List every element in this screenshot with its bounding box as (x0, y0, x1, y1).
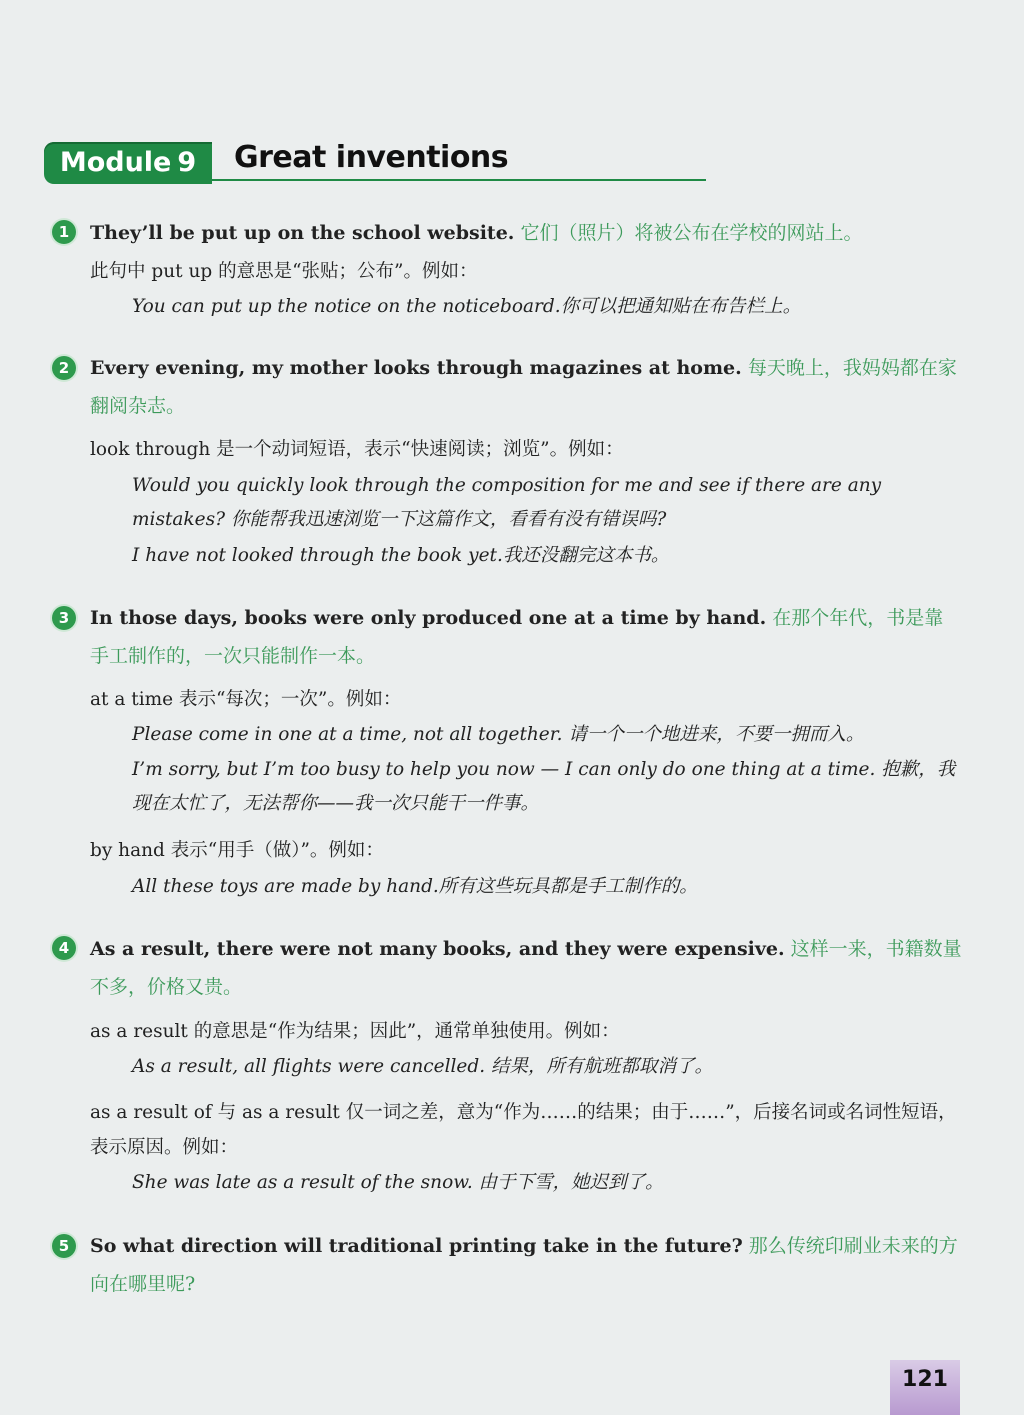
key-sentence-zh: 那么传统印刷业未来的方向在哪里呢? (90, 1235, 958, 1295)
module-title-underline (212, 179, 706, 181)
example-en: Please come in one at a time, not all together. (132, 724, 563, 745)
key-sentence-en: Every evening, my mother looks through magazines at home. (90, 357, 742, 379)
module-title: Great inventions (234, 140, 509, 175)
module-badge (44, 142, 212, 184)
number-badge: 1 (52, 220, 76, 244)
example-zh: 结果，所有航班都取消了。 (491, 1056, 714, 1077)
explanation: as a result of 与 as a result 仅一词之差，意为“作为……的结果；由于……”，后接名词或名词性短语，表示原因。例如： (90, 1102, 957, 1158)
example-sentence (132, 1050, 964, 1084)
key-sentence-en: As a result, there were not many books, and they were expensive. (90, 938, 785, 960)
explanation: 此句中 put up 的意思是“张贴；公布”。例如： (90, 261, 478, 282)
example-zh: 你能帮我迅速浏览一下这篇作文，看看有没有错误吗? (230, 509, 667, 530)
module-label: Module (59, 147, 172, 178)
key-sentence (90, 214, 962, 252)
example-en: You can put up the notice on the noticeboard. (132, 296, 561, 317)
explanation: as a result 的意思是“作为结果；因此”，通常单独使用。例如： (90, 1021, 620, 1042)
example-en: She was late as a result of the snow. (132, 1172, 473, 1193)
example-sentence (132, 753, 964, 821)
key-sentence (90, 599, 962, 675)
key-sentence-en: They’ll be put up on the school website. (90, 222, 515, 244)
example-zh: 由于下雪，她迟到了。 (478, 1172, 664, 1193)
example-zh: 所有这些玩具都是手工制作的。 (438, 876, 698, 897)
key-sentence-en: In those days, books were only produced one at a time by hand. (90, 607, 767, 629)
key-sentence (90, 349, 962, 425)
module-header (44, 138, 706, 188)
example-sentence (132, 870, 964, 904)
number-badge: 3 (52, 606, 76, 630)
explanation: at a time 表示“每次；一次”。例如： (90, 689, 402, 710)
key-sentence (90, 930, 962, 1006)
explanation: look through 是一个动词短语，表示“快速阅读；浏览”。例如： (90, 439, 624, 460)
example-sentence (132, 469, 964, 537)
example-zh: 请一个一个地进来，不要一拥而入。 (568, 724, 865, 745)
key-sentence-zh: 每天晚上，我妈妈都在家翻阅杂志。 (90, 357, 957, 417)
example-zh: 抱歉，我现在太忙了，无法帮你——我一次只能干一件事。 (132, 759, 956, 814)
explanation: by hand 表示“用手（做）”。例如： (90, 840, 384, 861)
page-number: 121 (890, 1360, 960, 1415)
example-en: I have not looked through the book yet. (132, 545, 503, 566)
example-en: Would you quickly look through the composition for me and see if there are any mistakes? (132, 475, 882, 530)
number-badge: 5 (52, 1234, 76, 1258)
number-badge: 4 (52, 936, 76, 960)
example-zh: 你可以把通知贴在布告栏上。 (560, 296, 802, 317)
example-sentence (132, 290, 964, 324)
key-sentence-zh: 在那个年代，书是靠手工制作的，一次只能制作一本。 (90, 607, 944, 667)
key-sentence-zh: 这样一来，书籍数量不多，价格又贵。 (90, 938, 962, 998)
module-number: 9 (177, 147, 197, 178)
key-sentence (90, 1227, 962, 1303)
example-en: As a result, all flights were cancelled. (132, 1056, 486, 1077)
example-sentence (132, 539, 964, 573)
example-sentence (132, 1166, 964, 1200)
number-badge: 2 (52, 356, 76, 380)
example-sentence (132, 718, 964, 752)
example-en: All these toys are made by hand. (132, 876, 439, 897)
example-en: I’m sorry, but I’m too busy to help you now — I can only do one thing at a time. (132, 759, 876, 780)
key-sentence-en: So what direction will traditional printing take in the future? (90, 1235, 743, 1257)
example-zh: 我还没翻完这本书。 (502, 545, 670, 566)
key-sentence-zh: 它们（照片）将被公布在学校的网站上。 (520, 222, 863, 244)
